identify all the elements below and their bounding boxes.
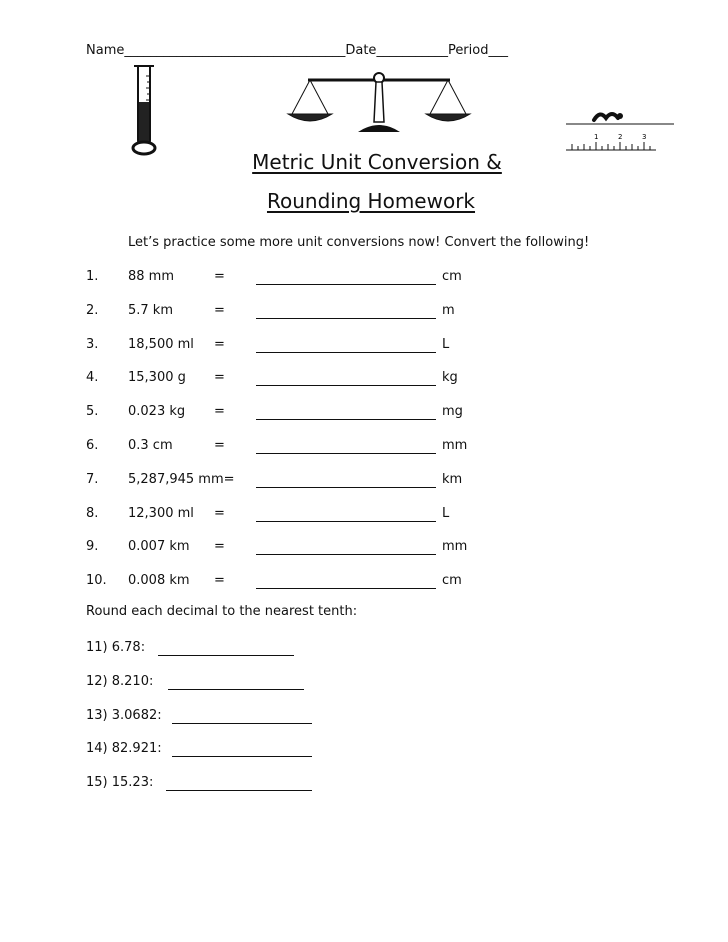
period-blank[interactable]: ___ — [488, 43, 508, 58]
problem-number: 10. — [86, 573, 107, 588]
answer-blank[interactable] — [256, 487, 436, 488]
answer-blank[interactable] — [256, 453, 436, 454]
given-quantity: 5,287,945 mm= — [128, 472, 235, 487]
answer-blank[interactable] — [256, 419, 436, 420]
equals-sign: = — [214, 337, 225, 352]
target-unit: cm — [442, 269, 462, 284]
name-label: Name — [86, 43, 125, 58]
equals-sign: = — [214, 573, 225, 588]
rounding-answer-blank[interactable] — [166, 790, 312, 791]
rounding-problem-label: 13) 3.0682: — [86, 708, 162, 723]
answer-blank[interactable] — [256, 352, 436, 353]
rounding-answer-blank[interactable] — [168, 689, 304, 690]
given-quantity: 12,300 ml — [128, 506, 194, 521]
given-quantity: 0.023 kg — [128, 404, 186, 419]
rounding-problem-label: 12) 8.210: — [86, 674, 154, 689]
answer-blank[interactable] — [256, 318, 436, 319]
target-unit: L — [442, 506, 450, 521]
balance-scale-icon — [286, 70, 472, 138]
date-label: Date — [345, 43, 377, 58]
answer-blank[interactable] — [256, 588, 436, 589]
target-unit: L — [442, 337, 450, 352]
equals-sign: = — [214, 404, 225, 419]
instructions: Let’s practice some more unit conversions now! Convert the following! — [128, 235, 590, 250]
answer-blank[interactable] — [256, 521, 436, 522]
problem-number: 1. — [86, 269, 99, 284]
rounding-heading: Round each decimal to the nearest tenth: — [86, 604, 358, 619]
equals-sign: = — [214, 269, 225, 284]
target-unit: kg — [442, 370, 458, 385]
page-title-line-1: Metric Unit Conversion & — [252, 150, 502, 174]
worm-on-ruler-icon — [566, 106, 674, 152]
ruler-tick-2: 2 — [618, 133, 623, 141]
date-blank[interactable]: ___________ — [376, 43, 448, 58]
problem-number: 2. — [86, 303, 99, 318]
problem-number: 3. — [86, 337, 99, 352]
rounding-answer-blank[interactable] — [158, 655, 294, 656]
answer-blank[interactable] — [256, 284, 436, 285]
given-quantity: 0.007 km — [128, 539, 190, 554]
problem-number: 6. — [86, 438, 99, 453]
rounding-problem-label: 11) 6.78: — [86, 640, 146, 655]
rounding-answer-blank[interactable] — [172, 756, 312, 757]
equals-sign: = — [214, 303, 225, 318]
rounding-answer-blank[interactable] — [172, 723, 312, 724]
target-unit: mm — [442, 438, 468, 453]
target-unit: km — [442, 472, 463, 487]
ruler-tick-1: 1 — [594, 133, 599, 141]
answer-blank[interactable] — [256, 554, 436, 555]
name-blank[interactable]: __________________________________ — [124, 43, 346, 58]
rounding-problem-label: 14) 82.921: — [86, 741, 162, 756]
equals-sign: = — [214, 506, 225, 521]
problem-number: 5. — [86, 404, 99, 419]
equals-sign: = — [214, 539, 225, 554]
problem-number: 4. — [86, 370, 99, 385]
problem-number: 8. — [86, 506, 99, 521]
graduated-cylinder-icon — [120, 62, 170, 158]
equals-sign: = — [214, 370, 225, 385]
given-quantity: 18,500 ml — [128, 337, 194, 352]
problem-number: 9. — [86, 539, 99, 554]
target-unit: mm — [442, 539, 468, 554]
given-quantity: 0.008 km — [128, 573, 190, 588]
ruler-tick-3: 3 — [642, 133, 647, 141]
equals-sign: = — [214, 438, 225, 453]
given-quantity: 15,300 g — [128, 370, 186, 385]
target-unit: mg — [442, 404, 463, 419]
period-label: Period — [447, 43, 489, 58]
problem-number: 7. — [86, 472, 99, 487]
header-line — [86, 43, 508, 58]
answer-blank[interactable] — [256, 385, 436, 386]
given-quantity: 88 mm — [128, 269, 175, 284]
given-quantity: 5.7 km — [128, 303, 173, 318]
page-title-line-2: Rounding Homework — [266, 189, 476, 213]
target-unit: m — [442, 303, 455, 318]
rounding-problem-label: 15) 15.23: — [86, 775, 154, 790]
target-unit: cm — [442, 573, 462, 588]
given-quantity: 0.3 cm — [128, 438, 173, 453]
